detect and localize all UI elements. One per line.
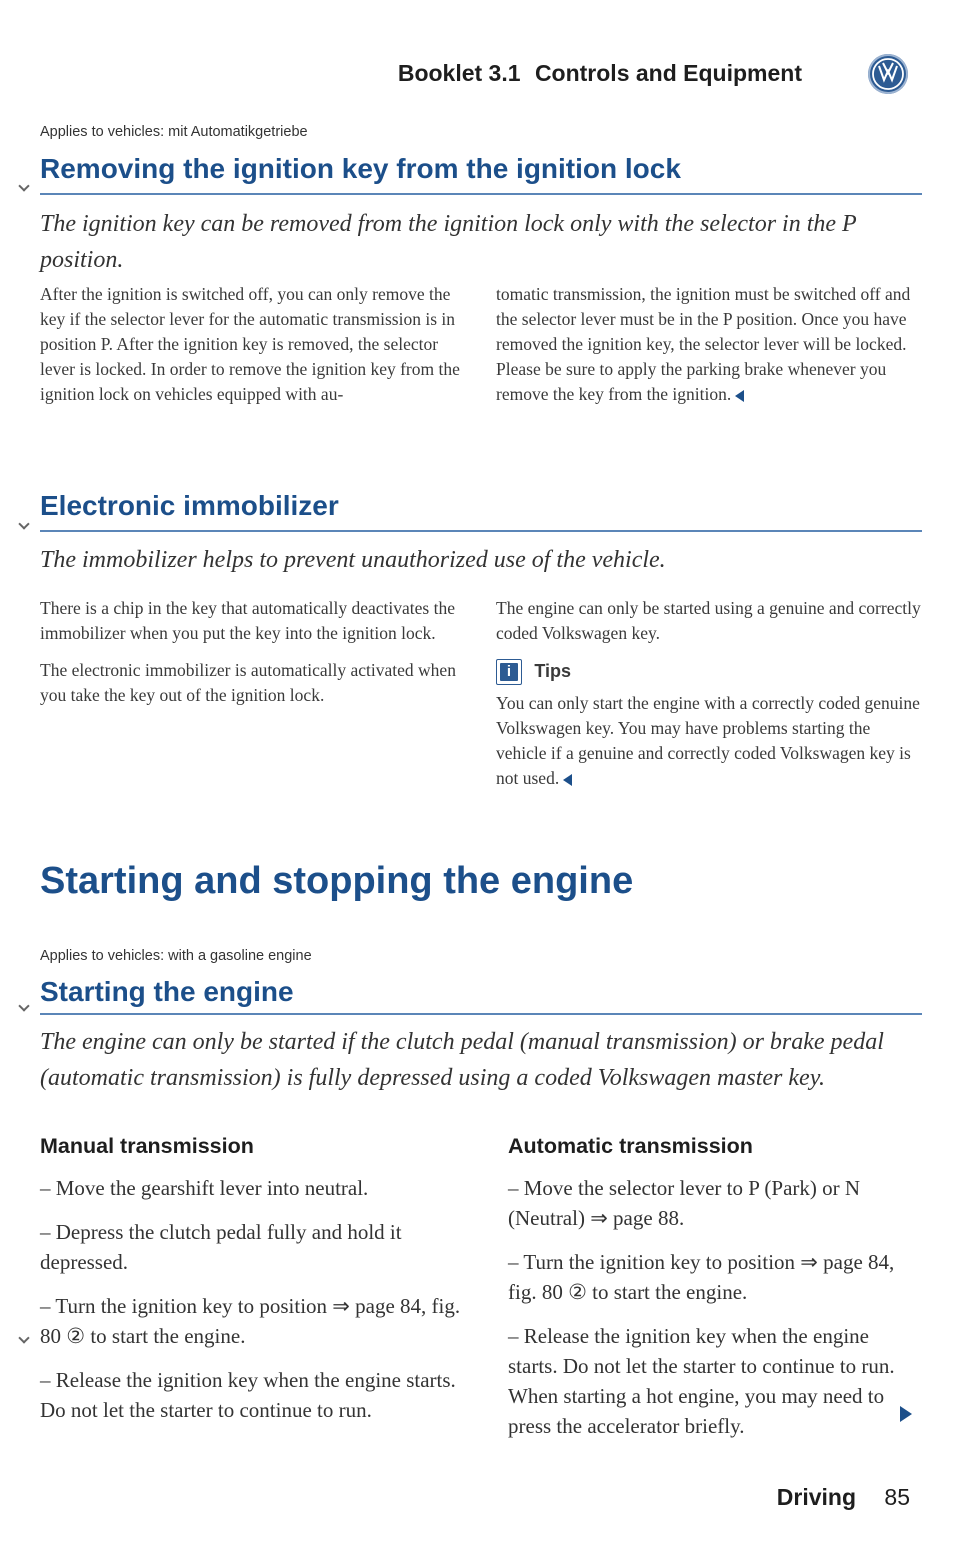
running-header <box>398 60 810 87</box>
step-item: – Turn the ignition key to position ⇒ page 84, fig. 80 ② to start the engine. <box>508 1250 895 1304</box>
section-rule <box>40 1013 922 1015</box>
header-title: Controls and Equipment <box>534 60 802 86</box>
paragraph: The engine can only be started using a genuine and correctly coded Volkswagen key. <box>496 598 921 643</box>
body-column-right <box>496 282 922 419</box>
section-rule <box>40 530 922 532</box>
section-end-icon <box>735 390 744 402</box>
body-column-right <box>496 596 922 803</box>
manual-heading: Manual transmission <box>40 1134 254 1158</box>
section-rule <box>40 193 922 195</box>
tips-heading <box>496 658 922 685</box>
footer-section: Driving <box>776 1484 857 1510</box>
step-item: – Move the gearshift lever into neutral. <box>40 1176 369 1200</box>
page-footer <box>777 1484 910 1511</box>
step-item: – Release the ignition key when the engine starts. Do not let the starter to continue to run. When starting a hot engine, you may need to press the accelerator briefly. <box>508 1324 895 1438</box>
paragraph: After the ignition is switched off, you can only remove the key if the selector lever for the automatic transmission is in position P. After the ignition key is removed, the selector lever is locked. In order to remove the ignition key from the ignition lock on vehicles equipped with au- <box>40 284 460 404</box>
step-item: – Move the selector lever to P (Park) or N (Neutral) ⇒ page 88. <box>508 1176 861 1230</box>
paragraph: There is a chip in the key that automatically deactivates the immobilizer when you put the key into the ignition lock. <box>40 598 455 643</box>
section-intro: The immobilizer helps to prevent unauthorized use of the vehicle. <box>40 547 666 573</box>
page-number: 85 <box>884 1484 910 1510</box>
paragraph: The electronic immobilizer is automatically activated when you take the key out of the ignition lock. <box>40 660 456 705</box>
applies-note: Applies to vehicles: mit Automatikgetriebe <box>40 124 308 140</box>
section-title: Starting the engine <box>40 976 294 1007</box>
continue-arrow-icon <box>900 1406 912 1422</box>
step-item: – Release the ignition key when the engine starts. Do not let the starter to continue to run. <box>40 1368 456 1422</box>
applies-note: Applies to vehicles: with a gasoline engine <box>40 948 312 964</box>
margin-mark <box>18 180 29 191</box>
manual-transmission-column <box>40 1134 470 1439</box>
section-end-icon <box>563 774 572 786</box>
tips-text: You can only start the engine with a correctly coded genuine Volkswagen key. You may have problems starting the vehicle if a genuine and correctly coded Volkswagen key is not used. <box>496 692 920 788</box>
booklet-label: Booklet 3.1 <box>397 60 521 86</box>
section-intro: The engine can only be started if the clutch pedal (manual transmission) or brake pedal (automatic transmission) is fully depressed using a coded Volkswagen master key. <box>40 1029 884 1091</box>
automatic-transmission-column <box>508 1134 920 1455</box>
info-icon <box>496 659 522 685</box>
margin-mark <box>18 1332 29 1343</box>
margin-mark <box>18 1000 29 1011</box>
chapter-title: Starting and stopping the engine <box>40 860 634 902</box>
tips-label: Tips <box>534 661 572 682</box>
section-intro: The ignition key can be removed from the ignition lock only with the selector in the P position. <box>40 211 857 273</box>
paragraph: tomatic transmission, the ignition must be switched off and the selector lever must be in the P position. Once you have removed the ignition key, the selector lever will be locked. Please be sure to apply the parking brake whenever you remove the key from the ignition. <box>496 284 911 404</box>
section-title: Electronic immobilizer <box>40 490 339 521</box>
automatic-heading: Automatic transmission <box>508 1134 753 1158</box>
step-item: – Depress the clutch pedal fully and hold it depressed. <box>40 1220 402 1274</box>
vw-logo-icon <box>868 54 908 94</box>
body-column-left <box>40 282 462 419</box>
body-column-left <box>40 596 462 720</box>
section-title: Removing the ignition key from the ignition lock <box>40 153 681 184</box>
step-item: – Turn the ignition key to position ⇒ page 84, fig. 80 ② to start the engine. <box>40 1294 461 1348</box>
margin-mark <box>18 518 29 529</box>
